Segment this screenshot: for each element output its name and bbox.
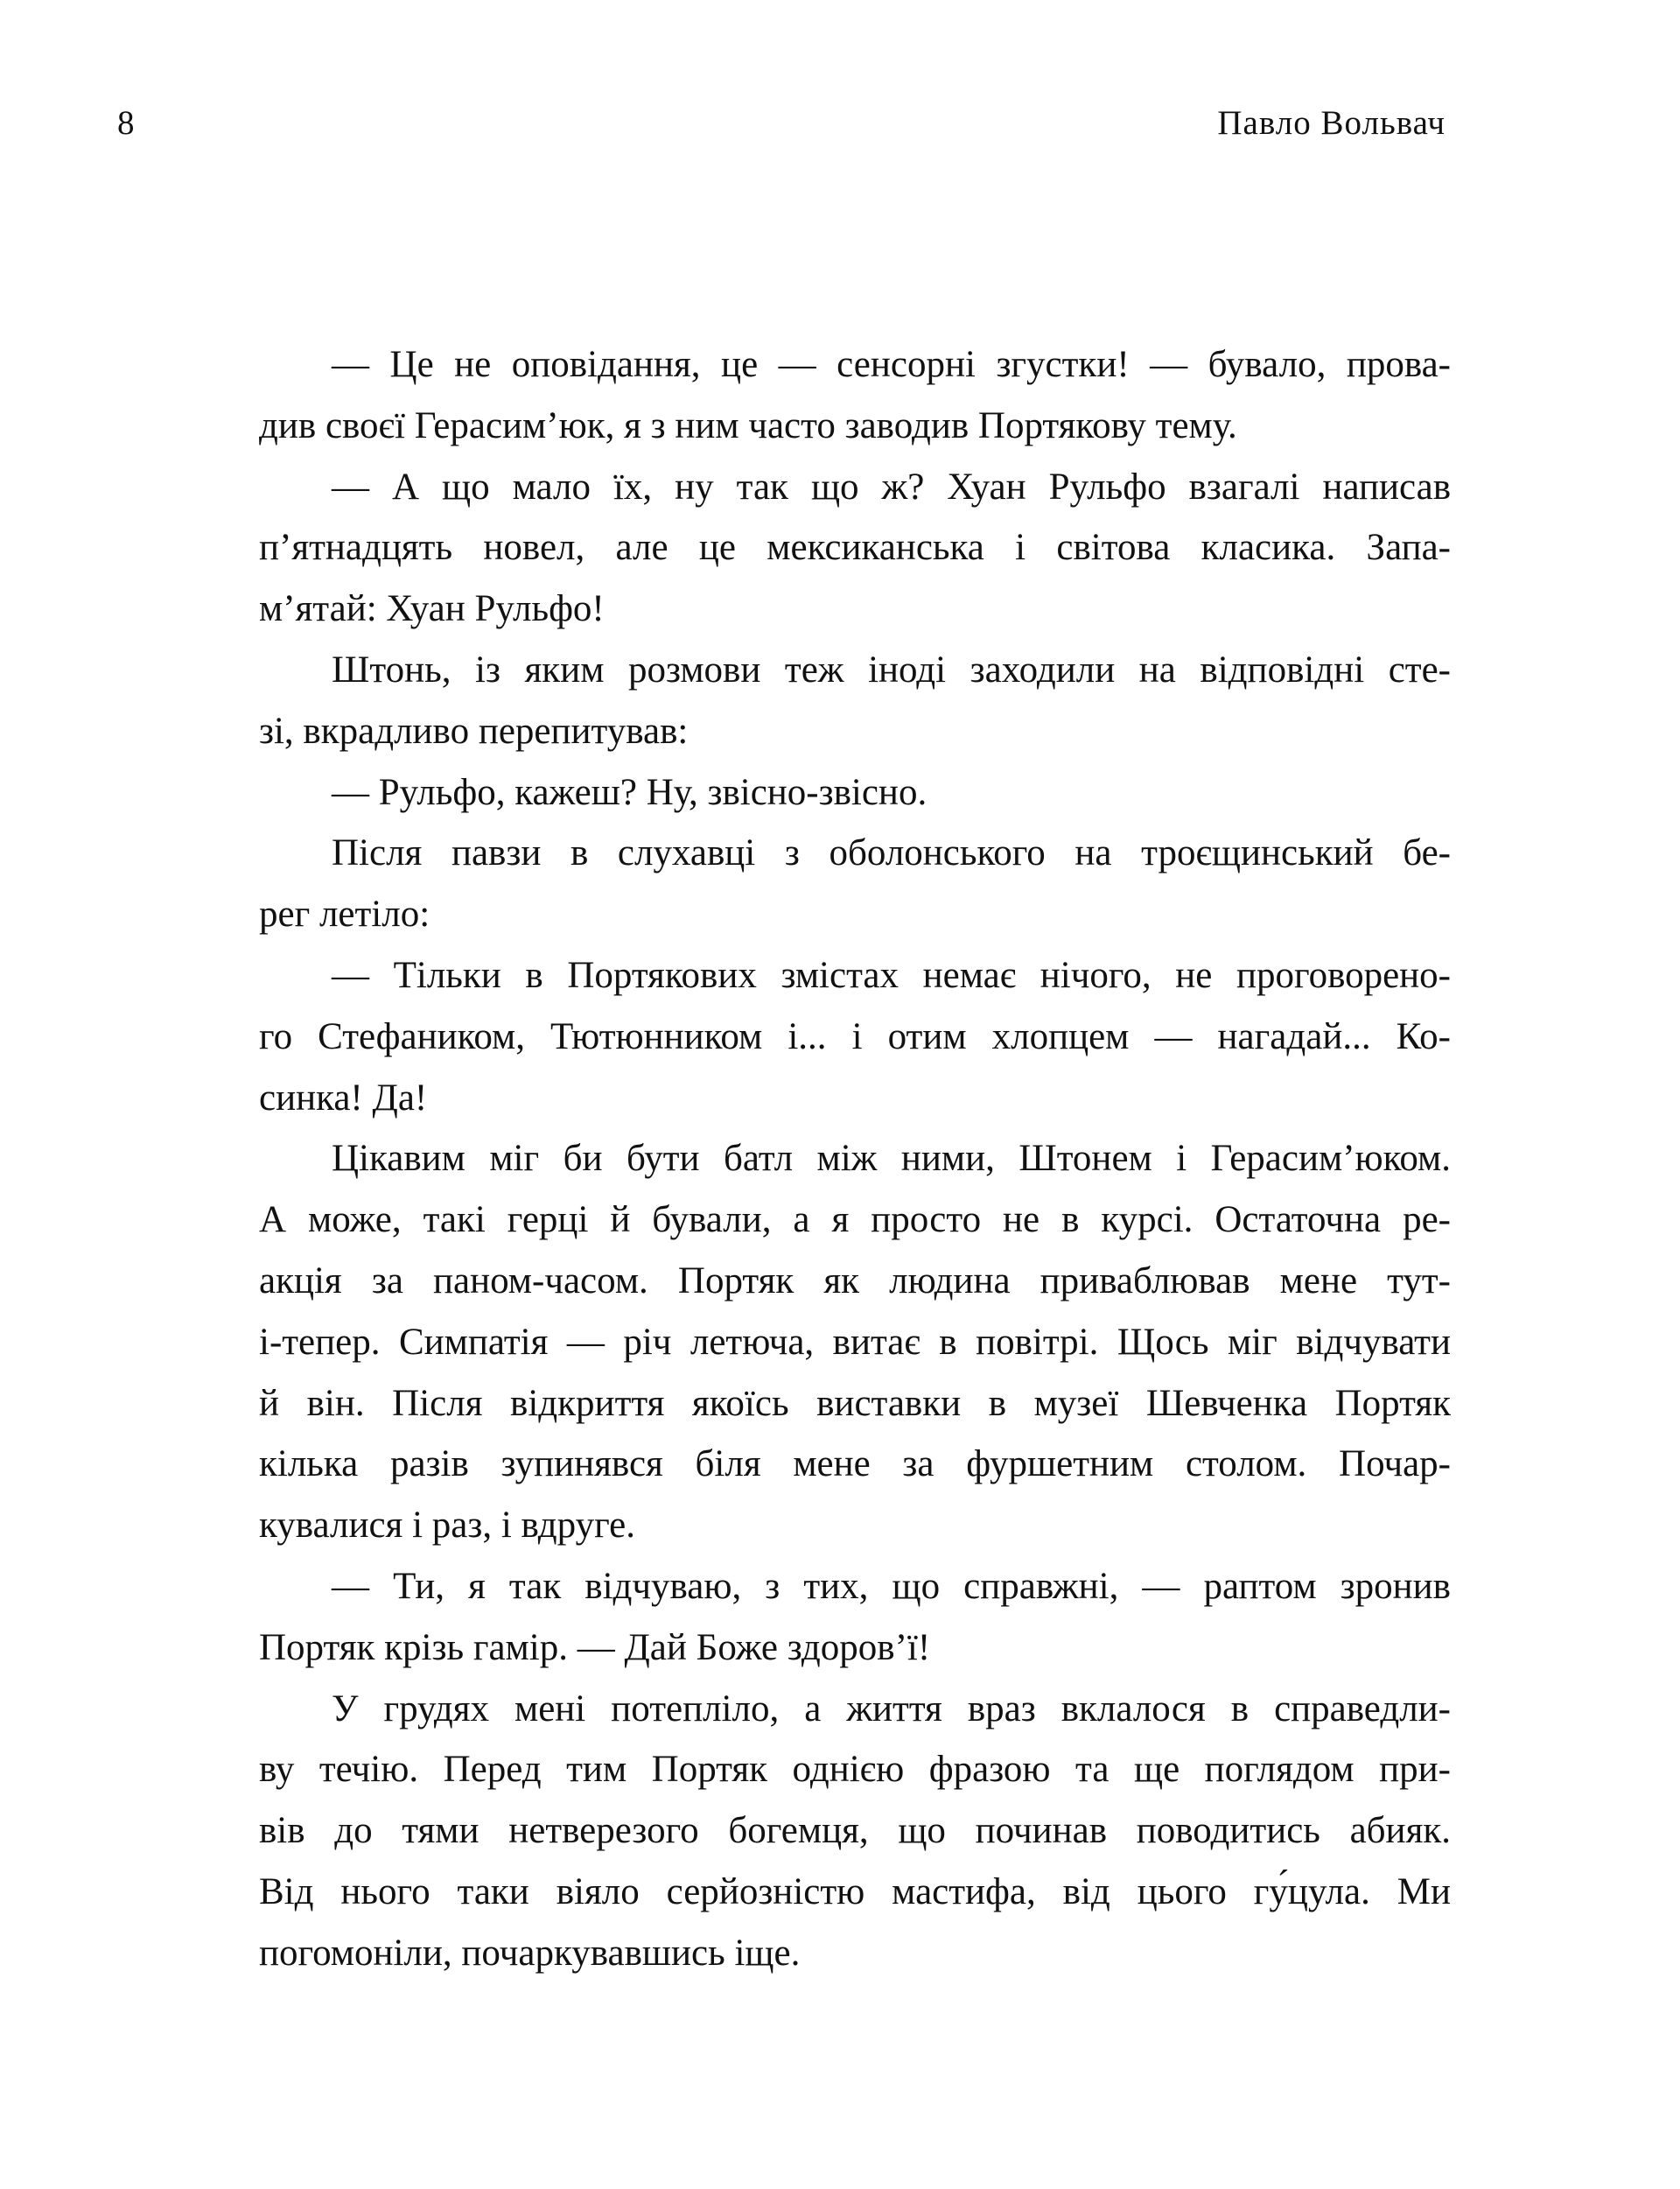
text-line: й він. Після відкриття якоїсь виставки в музеї Шевченка Портяк [259,1382,1451,1424]
text-line: і-тепер. Симпатія — річ летюча, витає в повітрі. Щось міг відчувати [259,1321,1451,1363]
text-line: м’ятай: Хуан Рульфо! [259,588,605,630]
text-line: — Ти, я так відчуваю, з тих, що справжні, — раптом зронив [332,1565,1451,1607]
text-line: синка! Да! [259,1077,428,1119]
text-line: А може, такі герці й бували, а я просто не в курсі. Остаточна ре- [259,1199,1451,1241]
text-line: го Стефаником, Тютюнником і... і отим хлопцем — нагадай... Ко- [259,1015,1451,1057]
text-line: кувалися і раз, і вдруге. [259,1505,635,1547]
text-line: кілька разів зупинявся біля мене за фуршетним столом. Почар- [259,1443,1451,1485]
text-line: див своєї Герасим’юк, я з ним часто заводив Портякову тему. [259,404,1237,446]
text-line: ву течію. Перед тим Портяк однією фразою та ще поглядом при- [259,1749,1451,1791]
text-line: вів до тями нетверезого богемця, що починав поводитись абияк. [259,1810,1451,1852]
text-line: Від нього таки віяло серйозністю мастифа, від цього гу́цула. Ми [259,1870,1451,1912]
running-head-author: Павло Вольвач [1217,104,1446,142]
text-line: — Рульфо, кажеш? Ну, звісно-звісно. [332,771,928,813]
text-line: Цікавим міг би бути батл між ними, Штонем і Герасим’юком. [332,1138,1451,1180]
text-line: зі, вкрадливо перепитував: [259,710,689,752]
text-line: п’ятнадцять новел, але це мексиканська і світова класика. Запа- [259,527,1451,569]
text-line: — Це не оповідання, це — сенсорні згустки! — бувало, прова- [332,344,1451,385]
text-line: Портяк крізь гамір. — Дай Боже здоров’ї! [259,1626,931,1668]
page-number: 8 [117,104,135,142]
text-line: У грудях мені потепліло, а життя враз вклалося в справедли- [332,1687,1451,1729]
body-text [259,334,1451,1984]
text-line: Після павзи в слухавці з оболонського на троєщинський бе- [332,832,1451,874]
text-line: — Тільки в Портякових змістах немає нічого, не проговорено- [332,954,1451,996]
text-line: акція за паном-часом. Портяк як людина приваблював мене тут- [259,1259,1451,1301]
text-line: погомоніли, почаркувавшись іще. [259,1932,801,1974]
text-line: рег летіло: [259,894,430,936]
text-line: Штонь, із яким розмови теж іноді заходили на відповідні сте- [332,649,1451,691]
text-line: — А що мало їх, ну так що ж? Хуан Рульфо взагалі написав [332,466,1451,508]
